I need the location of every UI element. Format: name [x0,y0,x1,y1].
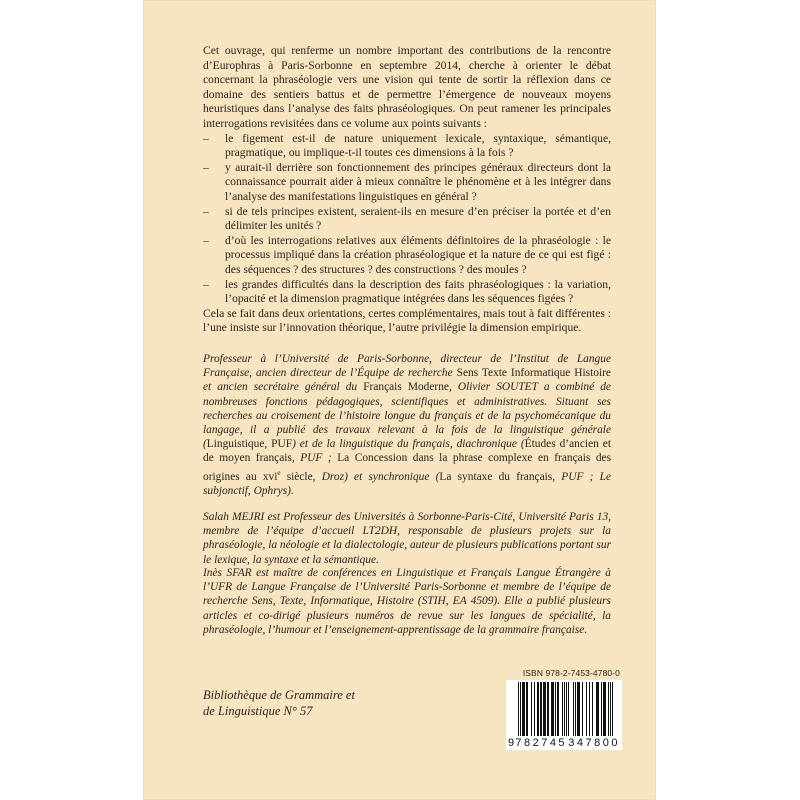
barcode-bar [573,682,574,736]
barcode-bar [582,682,583,736]
barcode-group-right: 347800 [568,737,620,749]
bio-text: , PUF ; [291,452,338,465]
barcode-bar [579,682,580,736]
barcode-digits [506,736,622,750]
barcode-bar [597,682,598,736]
barcode-bar [543,682,544,736]
barcode-bar [522,682,523,736]
bio-text: Inès SFAR est maître de conférences en Linguistique et Français Langue Étrangère à l’UFR de Langue Française de l’Université Paris-Sorbonne et membre de l’équipe de recherche Sens, Texte, Informatique, Histoire (STIH, EA 4509). Elle a publié plusieurs articles et co-dirigé plusieurs numéros de revue sur les langues de spécialité, la phraséologie, l’humour et l’enseignement-apprentissage de la grammaire française. [203,567,611,636]
barcode-bar [527,682,528,736]
barcode-bar [538,682,539,736]
barcode-guard-bar [612,682,613,736]
barcode-bar [537,682,538,736]
barcode-guard-bar [564,682,565,736]
list-item: – d’où les interrogations relatives aux éléments définitoires de la phraséologie : le processus impliqué dans la création phraséologique et la nature de ce qui est figé : des séquences ? des structures ? des constructions ? des moules ? [225,234,611,278]
isbn-label: ISBN 978-2-7453-4780-0 [522,668,620,678]
bio-text: Professeur à l’Université de Paris-Sorbonne, directeur de l’Institut de Langue Française, ancien directeur de l’Équipe de recherche [203,353,611,380]
bio-mejri [203,510,611,567]
barcode-bar [545,682,546,736]
barcode-bar [524,682,525,736]
bio-text: Linguistique, PUF [206,438,293,451]
barcode-group-left: 782745 [515,737,568,749]
bio-soutet [203,352,611,498]
barcode-bar [553,682,554,736]
barcode-bar [526,682,527,736]
bio-text: Salah MEJRI est Professeur des Universités à Sorbonne-Paris-Cité, Université Paris 13, membre de l’équipe d’accueil LT2DH, responsable de plusieurs projets sur la phraséologie, la néologie et la dialectologie, auteur de plusieurs publications portant sur le lexique, la syntaxe et la sémantique. [203,511,611,566]
barcode-bar [548,682,549,736]
barcode-bar [534,682,535,736]
barcode-bar [523,682,524,736]
barcode-bar [578,682,579,736]
bio-text: La Concession dans la phrase complexe en français des origines au xvi [203,452,611,483]
list-item: – si de tels principes existent, seraient-ils en mesure d’en préciser la portée et d’en délimiter les unités ? [225,205,611,234]
bio-text: e [277,468,281,477]
bio-text: , PUF ; Le subjonctif, Ophrys). [203,470,612,497]
bio-text: , Olivier SOUTET a combiné de nombreuses fonctions pédagogiques, scientifiques et administratives. Situant ses recherches au croisement de l’histoire longue du français et de la psychomécanique du langage, il a publié des travaux relevant à la fois de la linguistique générale ( [203,381,611,451]
series-line: Bibliothèque de Grammaire et [203,688,355,702]
bio-text: et ancien secrétaire général du [203,381,364,394]
barcode-bar [547,682,548,736]
barcode-bar [596,682,597,736]
barcode-bar [558,682,559,736]
barcode-bar [541,682,542,736]
barcode-bar [552,682,553,736]
barcode-guard-bar [520,682,521,736]
barcode-bar [605,682,606,736]
barcode-bar [608,682,609,736]
barcode-bar [592,682,593,736]
bio-text: Sens Texte Informatique Histoire [456,367,611,380]
barcode-bar [603,682,604,736]
bio-text: Études d’ancien et de moyen français [203,438,611,465]
list-item: – le figement est-il de nature uniquement lexicale, syntaxique, sémantique, pragmatique, ou implique-t-il toutes ces dimensions à la fois ? [225,132,611,161]
barcode-bar [557,682,558,736]
barcode-bar [575,682,576,736]
barcode-guard-bar [518,682,519,736]
barcode-bar [604,682,605,736]
series-line: de Linguistique N° 57 [203,704,313,718]
list-item: – y aurait-il derrière son fonctionnement des principes généraux directeurs dont la connaissance pourrait aider à mieux connaître le phénomène et à les intégrer dans l’analyse des manifestations linguistiques en général ? [225,161,611,205]
conclusion-paragraph: Cela se fait dans deux orientations, certes complémentaires, mais tout à fait différentes : l’une insiste sur l’innovation théorique, l’autre privilégie la dimension empirique. [203,306,611,335]
barcode-bar [598,682,599,736]
bio-text: siècle [280,470,313,483]
barcode-bar [540,682,541,736]
series-title [203,687,363,719]
bio-text: ) et de la linguistique du français, diachronique ( [292,438,525,451]
barcode-bar [568,682,569,736]
barcode-guard-bar [610,682,611,736]
barcode-bar [544,682,545,736]
question-list [203,132,611,307]
bio-text: La syntaxe du français [439,470,553,483]
bio-text: Français Moderne [363,381,449,394]
barcode-bars [506,680,622,736]
list-item: – les grandes difficultés dans la description des faits phraséologiques : la variation, l’opacité et la dimension pragmatique intégrées dans les séquences figées ? [225,278,611,307]
bio-sfar [203,566,611,637]
barcode-bar [555,682,556,736]
barcode-guard-bar [566,682,567,736]
intro-paragraph: Cet ouvrage, qui renferme un nombre important des contributions de la rencontre d’Europhras à Paris-Sorbonne en septembre 2014, cherche à orienter le débat concernant la phraséologie vers une vision qui tente de sortir la réflexion dans ce domaine des sentiers battus et de permettre l’émergence de nouveaux moyens heuristiques dans l’analyse des faits phraséologiques. On peut ramener les principales interrogations revisitées dans ce volume aux points suivants : [203,44,611,130]
barcode-bar [551,682,552,736]
barcode-bar [562,682,563,736]
bio-text: , Droz) et synchronique ( [312,470,440,483]
barcode-bar [531,682,532,736]
barcode-bar [577,682,578,736]
barcode-first-digit: 9 [508,737,515,749]
barcode-bar [586,682,587,736]
barcode-bar [601,682,602,736]
barcode-bar [589,682,590,736]
intro-section [203,44,611,336]
